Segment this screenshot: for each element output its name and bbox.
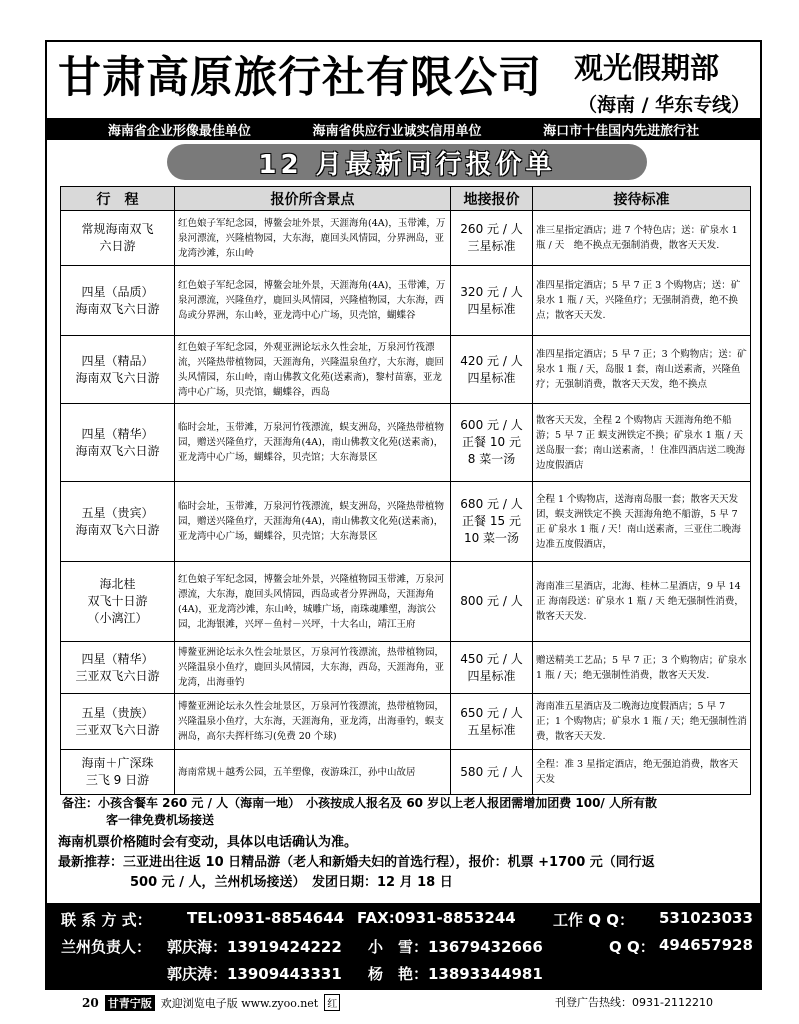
route-cell: 四星（精品） 海南双飞六日游 bbox=[61, 336, 175, 404]
banner-area bbox=[47, 140, 760, 184]
price-cell: 800 元 / 人 bbox=[451, 562, 533, 642]
ticket-notice: 海南机票价格随时会有变动，具体以电话确认为准。 bbox=[58, 835, 358, 850]
spots-cell: 临时会址，玉带滩，万泉河竹筏漂流，蜈支洲岛，兴隆热带植物园，赠送兴隆鱼疗，天涯海角(4A)，南山佛教文化苑(送素斋)，亚龙湾中心广场，蝴蝶谷，贝壳馆；大东海景区 bbox=[175, 404, 451, 482]
qq-number: 494657928 bbox=[659, 936, 753, 954]
route-cell: 五星（贵族） 三亚双飞六日游 bbox=[61, 694, 175, 750]
standard-cell: 准四星指定酒店；5 早 7 正 3 个购物店；送：矿泉水 1 瓶 / 天，兴隆鱼疗；无强制消费，绝不换点；散客天天发. bbox=[533, 266, 751, 336]
price-cell: 600 元 / 人 正餐 10 元 8 菜一汤 bbox=[451, 404, 533, 482]
company-name: 甘肃高原旅行社有限公司 bbox=[58, 53, 542, 103]
table-row bbox=[61, 404, 751, 482]
standard-cell: 准四星指定酒店；5 早 7 正；3 个购物店；送：矿泉水 1 瓶 / 天，岛服 1 套，南山送素斋，兴隆鱼疗；无强制消费，散客天天发，绝不换点 bbox=[533, 336, 751, 404]
table-row bbox=[61, 562, 751, 642]
manager-contact: 小 雪：13679432666 bbox=[368, 938, 543, 956]
fax-number: FAX:0931-8853244 bbox=[357, 909, 516, 927]
honor-item: 海南省供应行业诚实信用单位 bbox=[312, 123, 482, 139]
table-row bbox=[61, 482, 751, 562]
standard-cell: 赠送精美工艺品；5 早 7 正；3 个购物店；矿泉水 1 瓶 / 天；绝无强制性消费，散客天天发. bbox=[533, 642, 751, 694]
price-table bbox=[60, 186, 751, 795]
price-cell: 450 元 / 人 四星标准 bbox=[451, 642, 533, 694]
route-cell: 海南＋广深珠 三飞 9 日游 bbox=[61, 750, 175, 795]
manager-label: 兰州负责人： bbox=[61, 938, 152, 956]
qq-label: Q Q： bbox=[609, 938, 655, 956]
spots-cell: 海南常规＋越秀公园，五羊塑像，夜游珠江，孙中山故居 bbox=[175, 750, 451, 795]
honors-bar bbox=[47, 118, 760, 140]
col-header-standard: 接待标准 bbox=[533, 187, 751, 211]
price-cell: 650 元 / 人 五星标准 bbox=[451, 694, 533, 750]
qq-work-label: 工作 Q Q： bbox=[553, 911, 634, 929]
price-cell: 320 元 / 人 四星标准 bbox=[451, 266, 533, 336]
ad-hotline: 刊登广告热线：0931-2112210 bbox=[555, 996, 713, 1009]
spots-cell: 红色娘子军纪念园，外观亚洲论坛永久性会址，万泉河竹筏漂流，兴隆热带植物园，天涯海角，兴隆温泉鱼疗，大东海，鹿回头风情园，东山岭，南山佛教文化苑(送素斋)，黎村苗寨，亚龙湾中心广场，贝壳馆，蝴蝶谷，西岛 bbox=[175, 336, 451, 404]
standard-cell: 海南准五星酒店及二晚海边度假酒店；5 早 7 正；1 个购物店；矿泉水 1 瓶 / 天；绝无强制性消费，散客天天发. bbox=[533, 694, 751, 750]
contact-bar bbox=[47, 903, 760, 988]
table-row bbox=[61, 694, 751, 750]
website-text: 欢迎浏览电子版 www.zyoo.net bbox=[160, 996, 319, 1010]
standard-cell: 散客天天发，全程 2 个购物店 天涯海角绝不船游；5 早 7 正 蜈支洲铁定不换；矿泉水 1 瓶 / 天 送岛服一套；南山送素斋，！住准四酒店送二晚海边度假酒店 bbox=[533, 404, 751, 482]
recommendation-line: 最新推荐：三亚进出往返 10 日精品游（老人和新婚夫妇的首选行程），报价：机票 +1700 元（同行返 bbox=[58, 855, 655, 870]
spots-cell: 红色娘子军纪念园，博鳌会址外景，天涯海角(4A)，玉带滩，万泉河漂流，兴隆植物园，大东海，鹿回头风情园，分界洲岛，亚龙湾沙滩，东山岭 bbox=[175, 211, 451, 266]
manager-contact: 郭庆海：13919424222 bbox=[167, 938, 342, 956]
spots-cell: 临时会址，玉带滩，万泉河竹筏漂流，蜈支洲岛，兴隆热带植物园，赠送兴隆鱼疗，天涯海角(4A)，南山佛教文化苑(送素斋)，亚龙湾中心广场，蝴蝶谷，贝壳馆；大东海景区 bbox=[175, 482, 451, 562]
price-cell: 680 元 / 人 正餐 15 元 10 菜一汤 bbox=[451, 482, 533, 562]
spots-cell: 博鳌亚洲论坛永久性会址景区，万泉河竹筏漂流，热带植物园，兴隆温泉小鱼疗，大东海，天涯海角，亚龙湾，出海垂钓，蜈支洲岛，高尔夫挥杆练习(免费 20 个球) bbox=[175, 694, 451, 750]
table-row bbox=[61, 266, 751, 336]
table-row bbox=[61, 211, 751, 266]
table-row bbox=[61, 336, 751, 404]
table-row bbox=[61, 642, 751, 694]
remarks-line: 备注：小孩含餐车 260 元 / 人（海南一地） 小孩按成人报名及 60 岁以上老人报团需增加团费 100/ 人所有散 bbox=[62, 796, 657, 810]
col-header-spots: 报价所含景点 bbox=[175, 187, 451, 211]
route-cell: 海北桂 双飞十日游 （小漓江） bbox=[61, 562, 175, 642]
table-row bbox=[61, 750, 751, 795]
route-cell: 常规海南双飞 六日游 bbox=[61, 211, 175, 266]
route-cell: 四星（品质） 海南双飞六日游 bbox=[61, 266, 175, 336]
spots-cell: 红色娘子军纪念园，博鳌会址外景，兴隆植物园玉带滩，万泉河漂流，大东海，鹿回头风情园，西岛或者分界洲岛，天涯海角(4A)，亚龙湾沙滩，东山岭，城雕广场，南珠魂雕塑，海滨公园，北海银滩，兴坪－鱼村－兴坪，十大名山，靖江王府 bbox=[175, 562, 451, 642]
standard-cell: 全程 1 个购物店，送海南岛服一套；散客天天发团，蜈支洲铁定不换 天涯海角绝不船游，5 早 7 正 矿泉水 1 瓶 / 天！南山送素斋，三亚住二晚海边准五度假酒店， bbox=[533, 482, 751, 562]
price-list-banner: 12 月最新同行报价单 bbox=[167, 144, 647, 180]
route-cell: 五星（贵宾） 海南双飞六日游 bbox=[61, 482, 175, 562]
edition-badge: 甘青宁版 bbox=[105, 995, 155, 1011]
route-cell: 四星（精华） 海南双飞六日游 bbox=[61, 404, 175, 482]
standard-cell: 准三星指定酒店；进 7 个特色店；送：矿泉水 1 瓶 / 天 绝不换点无强制消费，散客天天发. bbox=[533, 211, 751, 266]
table-header-row bbox=[61, 187, 751, 211]
route-cell: 四星（精华） 三亚双飞六日游 bbox=[61, 642, 175, 694]
department-lines: （海南 / 华东专线） bbox=[578, 94, 751, 116]
bulletins bbox=[58, 833, 758, 893]
spots-cell: 红色娘子军纪念园，博鳌会址外景，天涯海角(4A)，玉带滩，万泉河漂流，兴隆鱼疗，鹿回头风情园，兴隆植物园，大东海，西岛或分界洲，东山岭，亚龙湾中心广场，贝壳馆，蝴蝶谷 bbox=[175, 266, 451, 336]
standard-cell: 海南准三星酒店，北海、桂林二星酒店，9 早 14 正 海南段送：矿泉水 1 瓶 / 天 绝无强制性消费，散客天天发. bbox=[533, 562, 751, 642]
price-cell: 420 元 / 人 四星标准 bbox=[451, 336, 533, 404]
col-header-price: 地接报价 bbox=[451, 187, 533, 211]
manager-contact: 郭庆涛：13909443331 bbox=[167, 965, 342, 983]
price-cell: 260 元 / 人 三星标准 bbox=[451, 211, 533, 266]
honor-item: 海口市十佳国内先进旅行社 bbox=[543, 123, 700, 139]
qq-work-number: 531023033 bbox=[659, 909, 753, 927]
color-mark: 红 bbox=[324, 994, 340, 1011]
tel-number: TEL:0931-8854644 bbox=[187, 909, 345, 927]
department-name: 观光假期部 bbox=[574, 51, 720, 85]
footer-left bbox=[82, 994, 340, 1011]
standard-cell: 全程：准 3 星指定酒店，绝无强迫消费，散客天天发 bbox=[533, 750, 751, 795]
col-header-route: 行 程 bbox=[61, 187, 175, 211]
remarks-line: 客一律免费机场接送 bbox=[106, 813, 215, 827]
spots-cell: 博鳌亚洲论坛永久性会址景区，万泉河竹筏漂流，热带植物园，兴隆温泉小鱼疗，鹿回头风情园，大东海，西岛，天涯海角，亚龙湾，出海垂钓 bbox=[175, 642, 451, 694]
manager-contact: 杨 艳：13893344981 bbox=[368, 965, 543, 983]
honor-item: 海南省企业形像最佳单位 bbox=[107, 123, 251, 139]
tel-label: 联 系 方 式： bbox=[61, 911, 152, 929]
remarks bbox=[62, 795, 752, 829]
page-number: 20 bbox=[82, 995, 99, 1010]
price-cell: 580 元 / 人 bbox=[451, 750, 533, 795]
recommendation-line: 500 元 / 人，兰州机场接送） 发团日期：12 月 18 日 bbox=[130, 875, 453, 890]
